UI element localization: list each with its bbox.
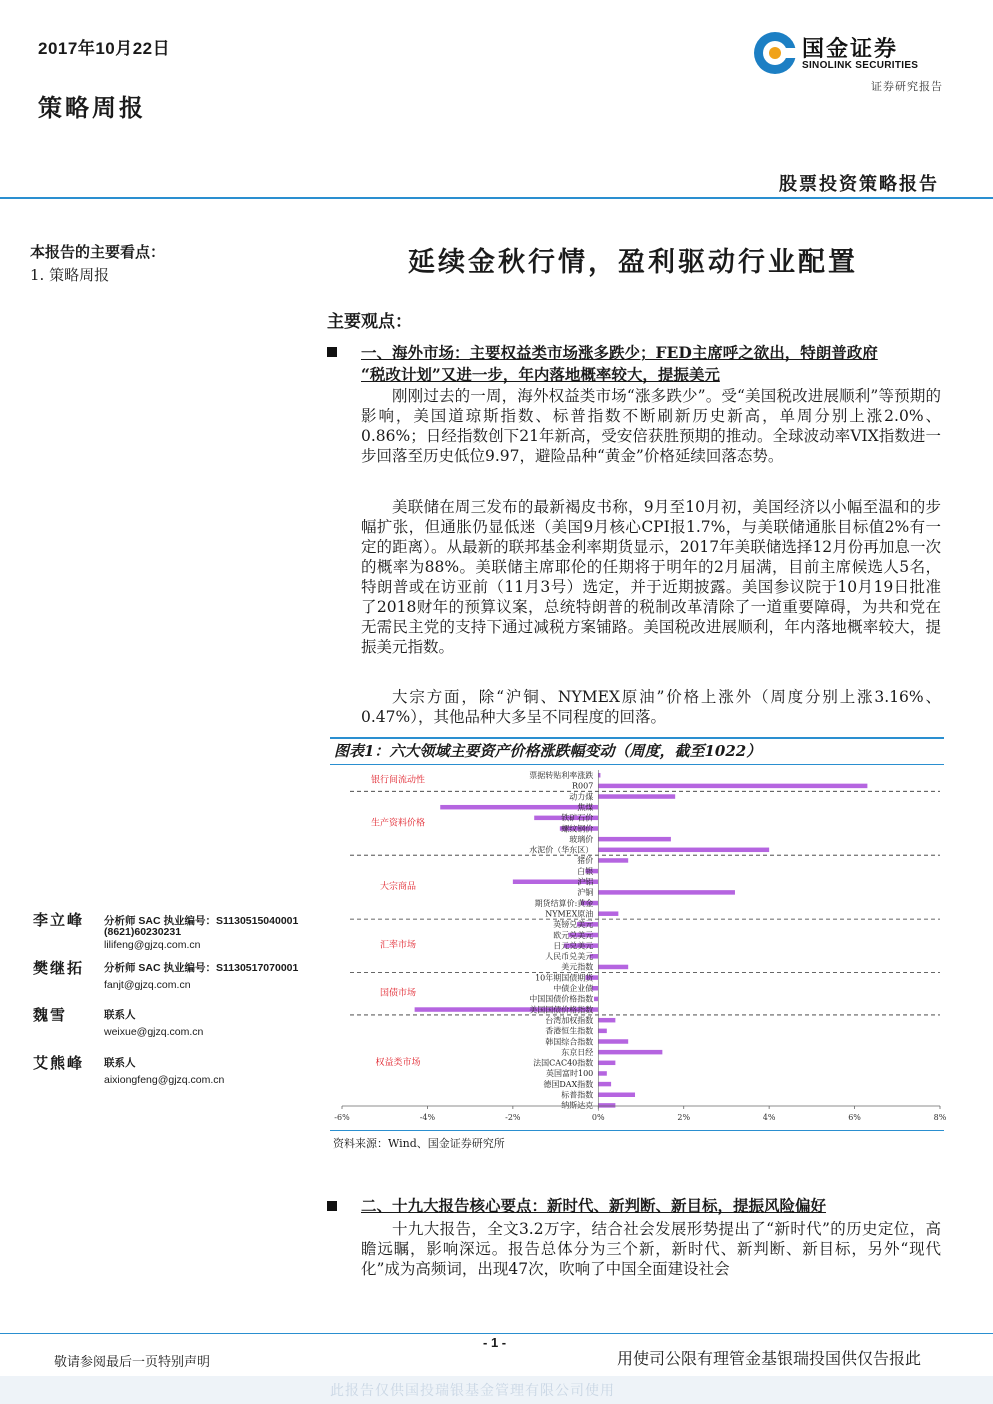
chart-category-label: 英国富时100 — [546, 1069, 594, 1079]
chart-bar — [440, 805, 598, 810]
chart-bar — [598, 911, 618, 916]
chart-category-label: 沪铜 — [577, 888, 594, 898]
figure-top-rule — [330, 737, 944, 739]
analyst-role: 分析师 SAC 执业编号：S1130515040001 — [104, 915, 299, 927]
company-logo — [752, 30, 944, 78]
header-divider — [0, 197, 993, 199]
chart-category-label: 美国国债价格指数 — [529, 1005, 594, 1015]
chart-bar — [598, 1039, 628, 1044]
chart-x-tick-label: -2% — [505, 1113, 521, 1122]
chart-category-label: 东京日经 — [561, 1047, 594, 1057]
chart-category-label: 白银 — [577, 866, 594, 876]
chart-category-label: 玻璃价 — [569, 834, 594, 844]
analyst-email[interactable]: fanjt@gjzq.com.cn — [104, 979, 191, 991]
section1-paragraph-2: 美联储在周三发布的最新褐皮书称，9月至10月初，美国经济以小幅至温和的步幅扩张，但通胀仍显低迷（美国9月核心CPI报1.7%，与美联储通胀目标值2%有一定的距离）。从最新的联邦基金利率期货显示，2017年美联储选择12月份再加息一次的概率为88%。美联储主席耶伦的任期将于明年的2月届满，目前主席候选人5名，特朗普或在访亚前（11月3号）选定，并于近期披露。美国参议院于10月19日批准了2018财年的预算议案，总统特朗普的税制改革清除了一道重要障碍，为共和党在无需民主党的支持下通过减税方案铺路。美国税改进展顺利，年内落地概率较大，提振美元指数。 — [361, 498, 941, 656]
main-points-label: 主要观点： — [327, 312, 412, 332]
chart-bar — [598, 1029, 607, 1034]
section1-paragraph-3: 大宗方面，除“沪铜、NYMEX原油”价格上涨外（周度分别上涨3.16%、0.47%），其他品种大多呈不同程度的回落。 — [361, 688, 941, 726]
chart-bar — [598, 890, 735, 895]
chart-bar — [598, 1018, 615, 1023]
chart-category-label: 纳斯达克 — [561, 1101, 594, 1111]
analyst-email[interactable]: weixue@gjzq.com.cn — [104, 1026, 204, 1038]
chart-bar — [598, 848, 769, 853]
analyst-name: 艾熊峰 — [33, 1054, 85, 1072]
analyst-role: 联系人 — [104, 1009, 136, 1021]
chart-group-label: 国债市场 — [379, 988, 417, 999]
chart-category-label: 韩国综合指数 — [545, 1037, 594, 1047]
chart-bar — [598, 784, 867, 789]
figure-bottom-rule — [330, 1130, 944, 1131]
analyst-role: 分析师 SAC 执业编号：S1130517070001 — [104, 962, 299, 974]
report-category: 股票投资策略报告 — [779, 174, 939, 195]
figure-title: 图表1：六大领域主要资产价格涨跌幅变动（周度，截至1022） — [334, 742, 762, 760]
chart-category-label: 法国CAC40指数 — [533, 1058, 594, 1068]
chart-group-label: 银行间流动性 — [370, 775, 426, 786]
chart-bar — [598, 837, 671, 842]
chart-bar — [598, 1071, 607, 1076]
chart-x-tick-label: -6% — [334, 1113, 350, 1122]
section-bullet — [327, 1201, 337, 1211]
analyst-role: 联系人 — [104, 1057, 136, 1069]
chart-category-label: 沪铝 — [577, 877, 594, 887]
chart-category-label: 人民币兑美元 — [545, 952, 594, 962]
chart-category-label: 猪价 — [577, 856, 594, 866]
chart-category-label: 美元指数 — [561, 962, 594, 972]
report-title: 延续金秋行情，盈利驱动行业配置 — [408, 247, 858, 278]
sidebar-item: 1. 策略周报 — [30, 266, 110, 284]
analyst-phone: (8621)60230231 — [104, 926, 182, 938]
section2-heading: 二、十九大报告核心要点：新时代、新判断、新目标，提振风险偏好 — [361, 1196, 827, 1215]
chart-x-tick-label: 0% — [591, 1113, 605, 1122]
chart-category-label: 香港恒生指数 — [545, 1026, 594, 1036]
chart-category-label: 水泥价（华东区） — [529, 845, 594, 855]
chart-bar — [598, 1093, 635, 1098]
logo-english: SINOLINK SECURITIES — [802, 60, 919, 71]
chart-bar — [598, 1061, 615, 1066]
chart-bar — [598, 1050, 662, 1055]
section1-heading-line2: “税改计划”又进一步，年内落地概率较大，提振美元 — [361, 365, 720, 384]
chart-category-label: 德国DAX指数 — [543, 1079, 594, 1089]
chart-group-label: 权益类市场 — [375, 1057, 421, 1068]
footer-disclaimer: 敬请参阅最后一页特别声明 — [54, 1355, 211, 1370]
chart-category-label: 期货结算价:黄金 — [534, 898, 594, 908]
section1-heading — [361, 342, 945, 386]
watermark-text: 此报告仅供国投瑞银基金管理有限公司使用 — [330, 1383, 615, 1399]
chart-category-label: 英镑兑美元 — [553, 920, 594, 930]
analyst-email[interactable]: aixiongfeng@gjzq.com.cn — [104, 1074, 225, 1086]
chart-category-label: 中债企业债 — [553, 984, 594, 993]
chart-x-tick-label: 2% — [677, 1113, 691, 1122]
chart-bar — [594, 997, 598, 1002]
chart-category-label: NYMEX原油 — [545, 909, 594, 919]
chart-category-label: 螺纹钢价 — [561, 824, 594, 834]
section2-paragraph: 十九大报告，全文3.2万字，结合社会发展形势提出了“新时代”的历史定位，高瞻远瞩，影响深远。报告总体分为三个新，新时代、新判断、新目标，另外“现代化”成为高频词，出现47次，吹响了中国全面建设社会 — [361, 1220, 941, 1278]
analyst-email[interactable]: lilifeng@gjzq.com.cn — [104, 939, 201, 951]
logo-name: 国金证券 — [802, 36, 899, 62]
sidebar-heading: 本报告的主要看点： — [30, 243, 166, 261]
chart-category-label: 铁矿石价 — [561, 813, 594, 823]
report-date: 2017年10月22日 — [38, 39, 171, 58]
chart-x-tick-label: 8% — [933, 1113, 947, 1122]
logo-subtitle: 证券研究报告 — [871, 80, 943, 93]
chart-category-label: 中国国债价格指数 — [529, 994, 594, 1004]
footer-divider — [0, 1333, 993, 1334]
footer-right-text: 用使司公限有理管金基银瑞投国供仅告报此 — [617, 1349, 922, 1368]
chart-x-tick-label: 6% — [848, 1113, 861, 1122]
asset-change-bar-chart — [330, 766, 947, 1128]
chart-category-label: 焦煤 — [577, 802, 594, 812]
chart-bar — [598, 794, 675, 799]
figure-source: 资料来源：Wind、国金证券研究所 — [333, 1137, 505, 1150]
analyst-name: 樊继拓 — [33, 959, 85, 977]
analyst-name: 魏雪 — [33, 1006, 68, 1024]
chart-group-label: 生产资料价格 — [370, 818, 426, 829]
chart-bar — [598, 965, 628, 970]
chart-category-label: 动力煤 — [569, 792, 594, 802]
figure-title-rule — [330, 764, 944, 765]
analyst-name: 李立峰 — [33, 911, 85, 929]
section-bullet — [327, 347, 337, 357]
chart-x-tick-label: -4% — [419, 1113, 436, 1122]
chart-category-label: 票据转贴利率涨跌 — [529, 771, 594, 780]
chart-category-label: 台湾加权指数 — [545, 1015, 594, 1025]
section1-paragraph-1: 刚刚过去的一周，海外权益类市场“涨多跌少”。受“美国税改进展顺利”等预期的影响，美国道琼斯指数、标普指数不断刷新历史新高，单周分别上涨2.0%、0.86%；日经指数创下21年新高，受安倍获胜预期的推动。全球波动率VIX指数进一步回落至历史低位9.97，避险品种“黄金”价格延续回落态势。 — [361, 387, 941, 465]
chart-category-label: 日元兑美元 — [553, 941, 594, 951]
chart-bar — [598, 1082, 611, 1087]
logo-icon — [752, 30, 798, 76]
chart-group-label: 汇率市场 — [379, 940, 417, 951]
chart-category-label: R007 — [571, 781, 594, 791]
section1-heading-line1: 一、海外市场：主要权益类市场涨多跌少；FED主席呼之欲出，特朗普政府 — [361, 343, 878, 362]
chart-bar — [598, 773, 600, 778]
chart-category-label: 10年期国债期货 — [535, 973, 594, 983]
report-type: 策略周报 — [38, 93, 146, 122]
chart-x-tick-label: 4% — [762, 1113, 776, 1122]
page-number: - 1 - — [483, 1335, 507, 1350]
chart-bar — [598, 858, 628, 863]
chart-category-label: 欧元兑美元 — [553, 930, 594, 940]
chart-group-label: 大宗商品 — [379, 882, 417, 893]
chart-bar — [598, 1103, 615, 1108]
chart-category-label: 标普指数 — [561, 1090, 594, 1100]
